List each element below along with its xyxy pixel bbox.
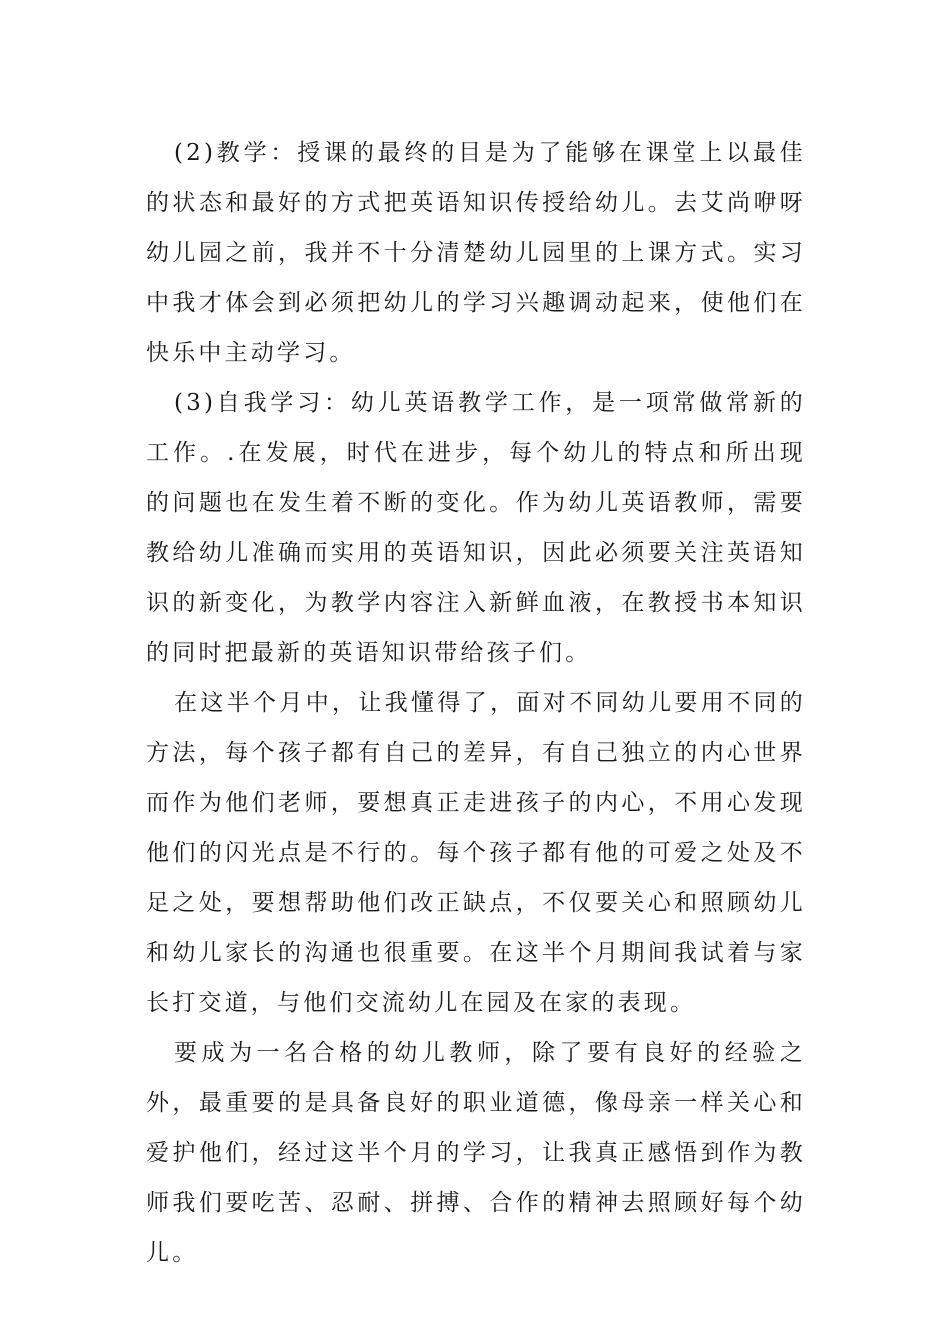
paragraph-teaching: (2)教学：授课的最终的目是为了能够在课堂上以最佳的状态和最好的方式把英语知识传授给幼儿。去艾尚咿呀幼儿园之前，我并不十分清楚幼儿园里的上课方式。实习中我才体会到必须把幼儿的学习兴趣调动起来，使他们在快乐中主动学习。 — [146, 140, 806, 366]
document-body — [146, 128, 806, 1278]
paragraph-qualified-teacher: 要成为一名合格的幼儿教师，除了要有良好的经验之外，最重要的是具备良好的职业道德，像母亲一样关心和爱护他们，经过这半个月的学习，让我真正感悟到作为教师我们要吃苦、忍耐、拼搏、合作的精神去照顾好每个幼儿。 — [146, 1040, 806, 1266]
paragraph-self-study: (3)自我学习：幼儿英语教学工作，是一项常做常新的工作。.在发展，时代在进步，每个幼儿的特点和所出现的问题也在发生着不断的变化。作为幼儿英语教师，需要教给幼儿准确而实用的英语知识，因此必须要关注英语知识的新变化，为教学内容注入新鲜血液，在教授书本知识的同时把最新的英语知识带给孩子们。 — [146, 390, 806, 666]
paragraph-half-month: 在这半个月中，让我懂得了，面对不同幼儿要用不同的方法，每个孩子都有自己的差异，有自己独立的内心世界而作为他们老师，要想真正走进孩子的内心，不用心发现他们的闪光点是不行的。每个孩子都有他的可爱之处及不足之处，要想帮助他们改正缺点，不仅要关心和照顾幼儿和幼儿家长的沟通也很重要。在这半个月期间我试着与家长打交道，与他们交流幼儿在园及在家的表现。 — [146, 690, 806, 1016]
